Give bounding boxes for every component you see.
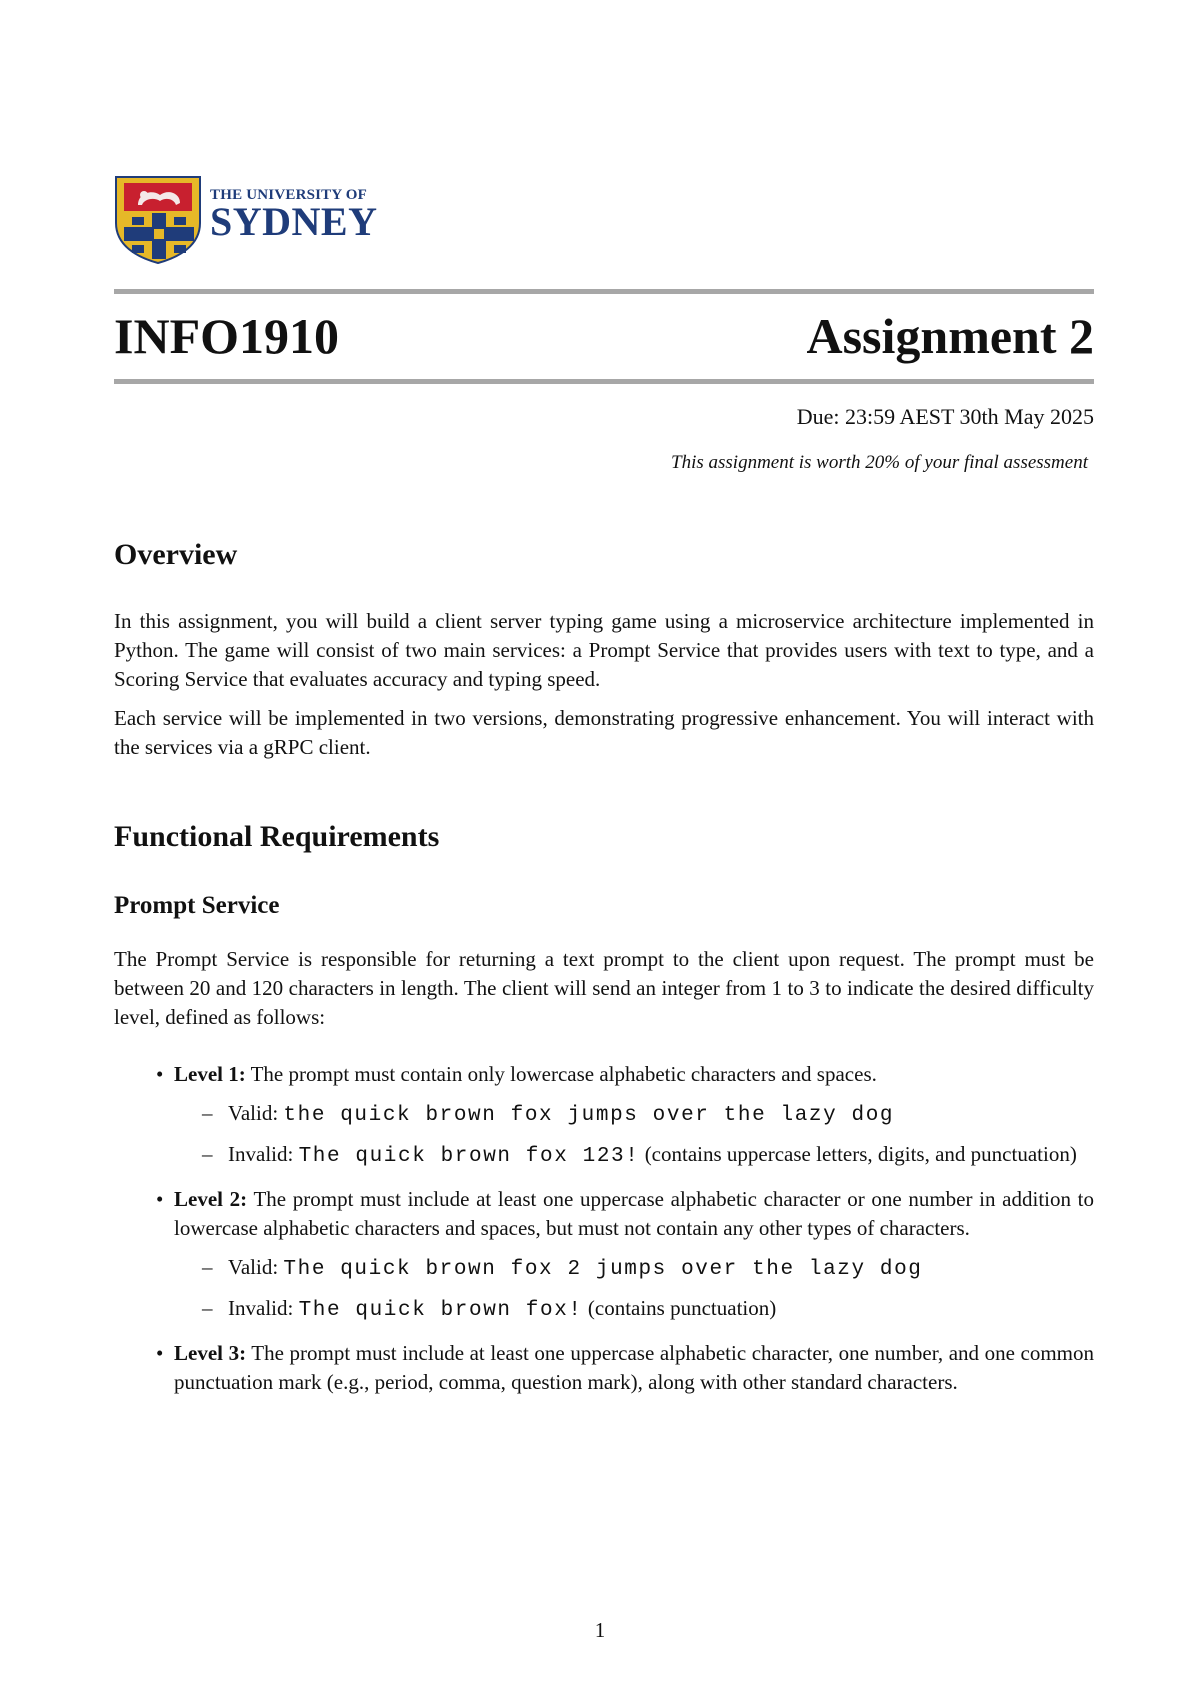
assessment-weight: This assignment is worth 20% of your final assessment [671, 452, 1088, 473]
overview-heading: Overview [114, 538, 238, 571]
dash-icon: – [202, 1142, 213, 1166]
valid-label: Valid: [228, 1255, 284, 1279]
dash-icon: – [202, 1296, 213, 1320]
logo-line2: SYDNEY [210, 199, 378, 244]
invalid-label: Invalid: [228, 1142, 299, 1166]
level-1-invalid-example [174, 1140, 1094, 1171]
header-top-rule [114, 289, 1094, 294]
overview-paragraph-2: Each service will be implemented in two versions, demonstrating progressive enhancement. You will interact with the services via a gRPC client. [114, 706, 1094, 759]
invalid-label: Invalid: [228, 1296, 299, 1320]
page-number: 1 [594, 1618, 606, 1642]
level-3-label: Level 3: [174, 1341, 247, 1365]
dash-icon: – [202, 1101, 213, 1125]
valid-code: The quick brown fox 2 jumps over the lazy dog [283, 1258, 923, 1281]
functional-requirements-heading: Functional Requirements [114, 820, 440, 853]
valid-label: Valid: [228, 1101, 284, 1125]
level-2-label: Level 2: [174, 1187, 248, 1211]
level-1-valid-example [174, 1099, 1094, 1130]
dash-icon: – [202, 1255, 213, 1279]
bullet-icon: • [156, 1187, 164, 1211]
university-crest-icon [114, 175, 204, 265]
level-3-item [114, 1339, 1094, 1397]
level-2-invalid-example [174, 1294, 1094, 1325]
prompt-service-intro: The Prompt Service is responsible for returning a text prompt to the client upon request. The prompt must be between 20 and 120 characters in length. The client will send an integer from 1 to 3 to indicate the desired difficulty level, defined as follows: [114, 947, 1094, 1029]
valid-code: the quick brown fox jumps over the lazy dog [283, 1104, 895, 1127]
bullet-icon: • [156, 1341, 164, 1365]
level-1-text: The prompt must contain only lowercase alphabetic characters and spaces. [245, 1062, 877, 1086]
level-1-label: Level 1: [174, 1062, 246, 1086]
logo-wordmark [210, 187, 378, 244]
level-1-examples [174, 1099, 1094, 1171]
bullet-icon: • [156, 1062, 164, 1086]
prompt-service-heading: Prompt Service [114, 892, 280, 919]
level-3-text: The prompt must include at least one uppercase alphabetic character, one number, and one common punctuation mark (e.g., period, comma, question mark), along with other standard characters. [174, 1341, 1095, 1394]
assignment-title: Assignment 2 [806, 308, 1094, 364]
level-2-item [114, 1185, 1094, 1325]
invalid-code: The quick brown fox 123! [298, 1145, 640, 1168]
course-code: INFO1910 [114, 308, 339, 364]
level-2-examples [174, 1253, 1094, 1325]
level-2-text: The prompt must include at least one uppercase alphabetic character or one number in addition to lowercase alphabetic characters and spaces, but must not contain any other types of characters. [174, 1187, 1094, 1240]
document-body [114, 535, 1094, 1411]
header-bottom-rule [114, 379, 1094, 384]
invalid-code: The quick brown fox! [298, 1299, 583, 1322]
level-1-item [114, 1060, 1094, 1171]
logo-line1: THE UNIVERSITY OF [210, 187, 368, 203]
due-date: Due: 23:59 AEST 30th May 2025 [796, 404, 1094, 429]
level-2-valid-example [174, 1253, 1094, 1284]
invalid-note: (contains uppercase letters, digits, and punctuation) [639, 1142, 1077, 1166]
overview-paragraph-1: In this assignment, you will build a client server typing game using a microservice architecture implemented in Python. The game will consist of two main services: a Prompt Service that provides users with text to type, and a Scoring Service that evaluates accuracy and typing speed. [114, 609, 1094, 691]
difficulty-levels-list [114, 1060, 1094, 1397]
invalid-note: (contains punctuation) [582, 1296, 777, 1320]
university-logo [114, 175, 414, 265]
